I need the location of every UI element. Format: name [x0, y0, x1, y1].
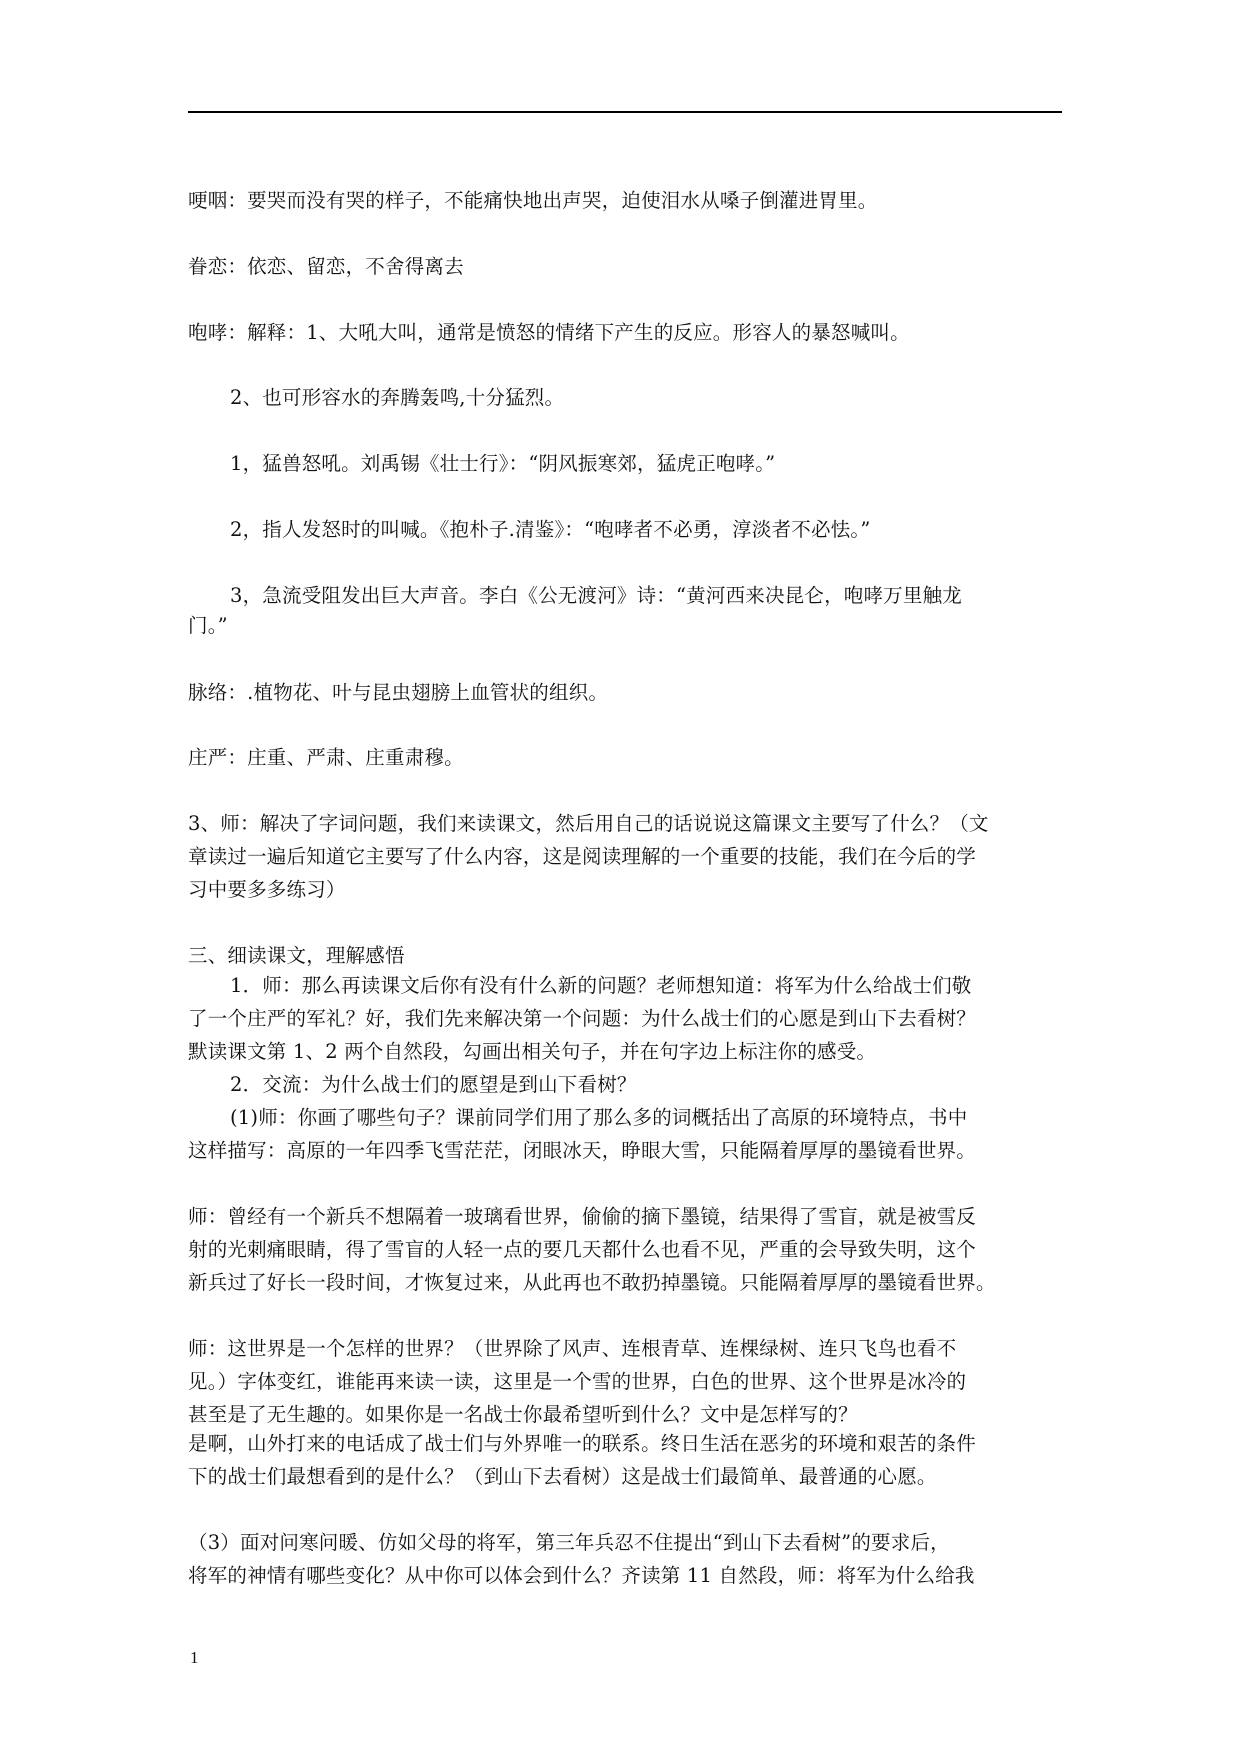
- line-22: 射的光刺痛眼睛，得了雪盲的人轻一点的要几天都什么也看不见，严重的会导致失明，这个: [188, 1238, 977, 1261]
- line-15: 1．师：那么再读课文后你有没有什么新的问题？老师想知道：将军为什么给战士们敬: [230, 974, 972, 997]
- line-10: 庄严：庄重、严肃、庄重肃穆。: [188, 746, 464, 769]
- line-29: （3）面对问寒问暖、仿如父母的将军，第三年兵忍不住提出“到山下去看树”的要求后，: [188, 1531, 950, 1554]
- line-21: 师：曾经有一个新兵不想隔着一玻璃看世界，偷偷的摘下墨镜，结果得了雪盲，就是被雪反: [188, 1205, 977, 1228]
- line-13: 习中要多多练习）: [188, 878, 346, 901]
- page-number: 1: [190, 1648, 199, 1667]
- line-20: 这样描写：高原的一年四季飞雪茫茫，闭眼冰天，睁眼大雪，只能隔着厚厚的墨镜看世界。: [188, 1139, 977, 1162]
- line-5: 1，猛兽怒吼。刘禹锡《壮士行》：“阴风振寒郊，猛虎正咆哮。”: [230, 452, 776, 475]
- line-17: 默读课文第 1、2 两个自然段，勾画出相关句子，并在句字边上标注你的感受。: [188, 1040, 877, 1063]
- line-6: 2，指人发怒时的叫喊。《抱朴子.清鉴》：“咆哮者不必勇，淳淡者不必怯。”: [230, 518, 871, 541]
- line-25: 见。）字体变红，谁能再来读一读，这里是一个雪的世界，白色的世界、这个世界是冰冷的: [188, 1370, 967, 1393]
- line-1: 哽咽：要哭而没有哭的样子，不能痛快地出声哭，迫使泪水从嗓子倒灌进胃里。: [188, 189, 878, 212]
- line-18: 2．交流：为什么战士们的愿望是到山下看树？: [230, 1073, 637, 1096]
- line-12: 章读过一遍后知道它主要写了什么内容，这是阅读理解的一个重要的技能，我们在今后的学: [188, 845, 977, 868]
- line-28: 下的战士们最想看到的是什么？（到山下去看树）这是战士们最简单、最普通的心愿。: [188, 1465, 937, 1488]
- line-23: 新兵过了好长一段时间，才恢复过来，从此再也不敢扔掉墨镜。只能隔着厚厚的墨镜看世界。: [188, 1271, 996, 1294]
- line-8: 门。”: [188, 614, 228, 637]
- section-heading: 三、细读课文，理解感悟: [188, 944, 405, 967]
- line-24: 师：这世界是一个怎样的世界？（世界除了风声、连根青草、连棵绿树、连只飞鸟也看不: [188, 1337, 957, 1360]
- line-30: 将军的神情有哪些变化？从中你可以体会到什么？齐读第 11 自然段，师：将军为什么给我: [188, 1564, 975, 1587]
- line-27: 是啊，山外打来的电话成了战士们与外界唯一的联系。终日生活在恶劣的环境和艰苦的条件: [188, 1432, 977, 1455]
- line-4: 2、也可形容水的奔腾轰鸣,十分猛烈。: [230, 386, 565, 409]
- line-19: (1)师：你画了哪些句子？课前同学们用了那么多的词概括出了高原的环境特点，书中: [230, 1106, 968, 1129]
- line-2: 眷恋：依恋、留恋，不舍得离去: [188, 255, 464, 278]
- line-3: 咆哮：解释：1、大吼大叫，通常是愤怒的情绪下产生的反应。形容人的暴怒喊叫。: [188, 321, 910, 344]
- line-9: 脉络：.植物花、叶与昆虫翅膀上血管状的组织。: [188, 681, 609, 704]
- line-7: 3，急流受阻发出巨大声音。李白《公无渡河》诗：“黄河西来决昆仑，咆哮万里触龙: [230, 584, 962, 607]
- line-26: 甚至是了无生趣的。如果你是一名战士你最希望听到什么？文中是怎样写的？: [188, 1403, 858, 1426]
- header-rule: [188, 111, 1062, 113]
- line-11: 3、师：解决了字词问题，我们来读课文，然后用自己的话说说这篇课文主要写了什么？（文: [188, 812, 989, 835]
- line-16: 了一个庄严的军礼？好，我们先来解决第一个问题：为什么战士们的心愿是到山下去看树？: [188, 1007, 977, 1030]
